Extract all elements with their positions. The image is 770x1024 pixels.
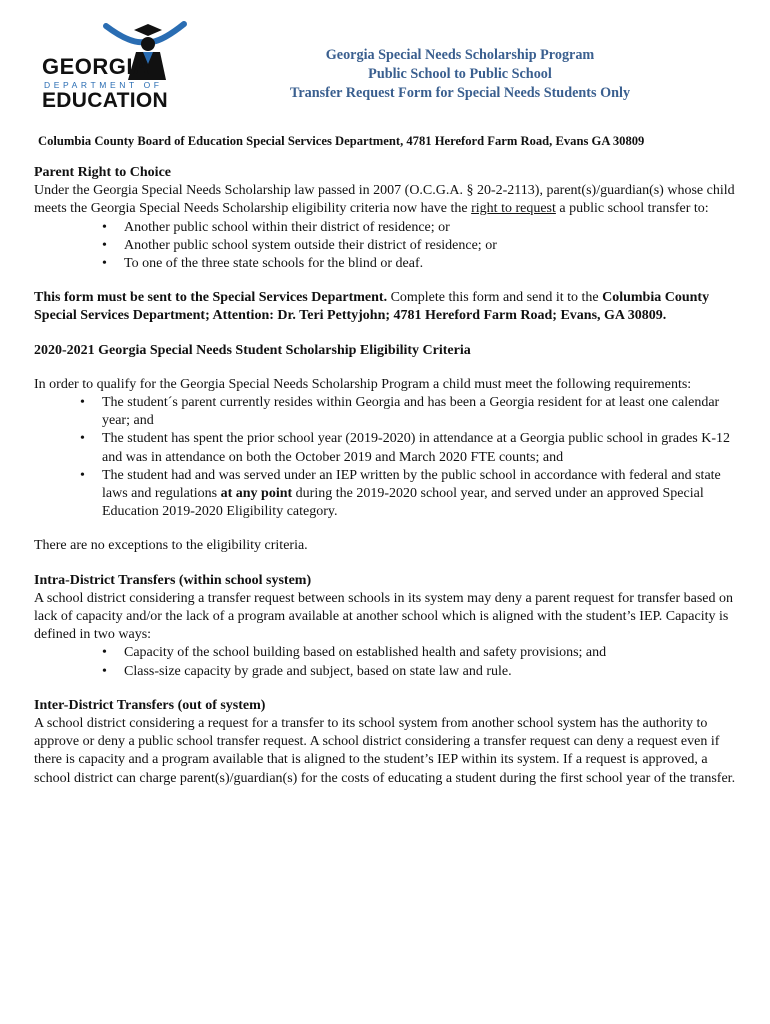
right-to-request-text: right to request [471, 201, 556, 217]
send-notice-text: Complete this form and send it to the [387, 290, 603, 306]
title-line-transfer-type: Public School to Public School [368, 66, 552, 82]
list-item: • Capacity of the school building based on established health and safety provisions; and [34, 644, 746, 662]
parent-right-paragraph [34, 182, 746, 218]
list-item: • To one of the three state schools for the blind or deaf. [34, 255, 746, 273]
send-notice-bold: This form must be sent to the Special Services Department. [34, 290, 388, 306]
send-notice-recipient: Columbia County Special Services Department; Attention: Dr. Teri Pettyjohn; 4781 Hereford Farm Road; Evans, GA 30809. [34, 290, 710, 324]
criteria-heading: 2020-2021 Georgia Special Needs Student Scholarship Eligibility Criteria [34, 342, 471, 358]
list-item: • Another public school system outside their district of residence; or [34, 237, 746, 255]
list-item: • The student´s parent currently resides within Georgia and has been a Georgia resident for at least one calendar year; and [34, 394, 746, 430]
list-item: • The student has spent the prior school year (2019-2020) in attendance at a Georgia public school in grades K-12 and was in attendance on both the October 2019 and March 2020 FTE counts; and [34, 430, 746, 466]
intra-district-paragraph: A school district considering a transfer request between schools in its system may deny a parent request for transfer based on lack of capacity and/or the lack of a program available at another school which is aligned with the student’s IEP. Capacity is defined in two ways: [34, 590, 734, 643]
list-item [34, 467, 746, 522]
parent-right-text: Under the Georgia Special Needs Scholarship law passed in 2007 (O.C.G.A. § 20-2-2113), parent(s)/guardian(s) whose child meets the Georgia Special Needs Scholarship eligibility criteria now have the [34, 183, 735, 217]
document-body [34, 164, 746, 788]
list-item: • Class-size capacity by grade and subject, based on state law and rule. [34, 663, 746, 681]
logo-word-education: EDUCATION [42, 89, 168, 112]
inter-district-paragraph: A school district considering a request for a transfer to its school system from another school system has the authority to approve or deny a public school transfer request. A school district considering a transfer request can deny a request even if there is capacity and a program available that is aligned to the student’s IEP within its system. If a request is approved, a school district can charge parent(s)/guardian(s) for the costs of educating a student during the first school year of the transfer. [34, 716, 736, 786]
transfer-options-list [34, 219, 746, 274]
criteria-iep-bold: at any point [220, 486, 293, 502]
send-notice-paragraph [34, 289, 746, 325]
logo-word-georgia: GEORGIA [42, 54, 150, 79]
criteria-list [34, 394, 746, 521]
no-exceptions-text: There are no exceptions to the eligibility criteria. [34, 538, 308, 554]
parent-right-text-end: a public school transfer to: [555, 201, 709, 217]
criteria-iep-text-end: during the 2019-2020 school year, and served under an approved Special Education 2019-2020 Eligibility category. [102, 486, 704, 520]
criteria-intro: In order to qualify for the Georgia Special Needs Scholarship Program a child must meet the following requirements: [34, 376, 692, 392]
intra-district-heading: Intra-District Transfers (within school system) [34, 572, 312, 588]
parent-right-heading: Parent Right to Choice [34, 165, 171, 180]
district-address: Columbia County Board of Education Special Services Department, 4781 Hereford Farm Road, Evans GA 30809 [38, 134, 645, 148]
criteria-iep-text: The student had and was served under an IEP written by the public school in accordance with federal and state laws and regulations [102, 467, 721, 502]
logo-word-department: DEPARTMENT OF [44, 80, 163, 90]
inter-district-heading: Inter-District Transfers (out of system) [34, 697, 266, 713]
title-line-form-name: Transfer Request Form for Special Needs Students Only [289, 85, 631, 101]
title-line-program: Georgia Special Needs Scholarship Program [325, 47, 595, 63]
form-title [240, 46, 680, 103]
georgia-doe-logo [38, 18, 186, 112]
list-item: • Another public school within their district of residence; or [34, 219, 746, 237]
capacity-list [34, 644, 746, 680]
